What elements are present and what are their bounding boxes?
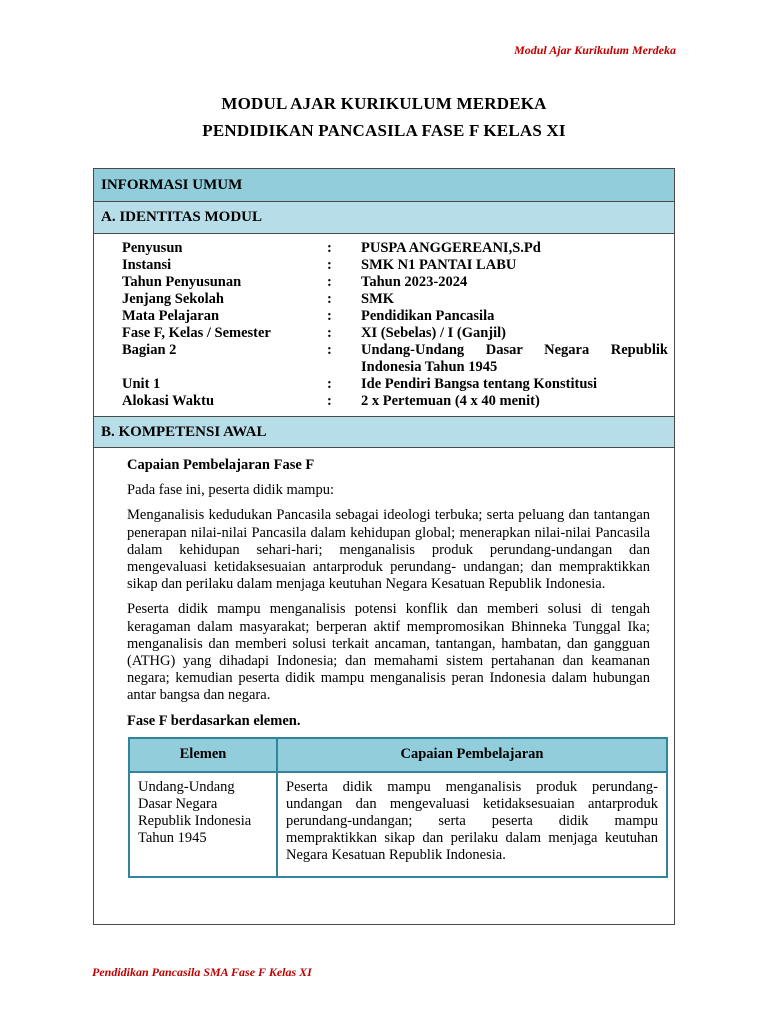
section-header-informasi-umum: INFORMASI UMUM [94, 169, 674, 202]
document-title: MODUL AJAR KURIKULUM MERDEKA [221, 94, 547, 113]
identitas-label: Penyusun [122, 240, 183, 256]
section-header-identitas-modul: A. IDENTITAS MODUL [94, 202, 674, 234]
identitas-label: Instansi [122, 257, 172, 273]
identitas-value: PUSPA ANGGEREANI,S.Pd [361, 240, 541, 256]
table-cell-capaian: Peserta didik mampu menganalisis produk perundang-undangan dan mengevaluasi ketidaksesuaian antarproduk perundang-undangan; serta peserta didik mampu mempraktikkan sikap dan perilaku dalam menjaga keutuhan Negara Kesatuan Republik Indonesia. [277, 772, 667, 877]
identitas-label: Fase F, Kelas / Semester [122, 325, 271, 341]
identitas-value: Pendidikan Pancasila [361, 308, 495, 324]
identitas-value [361, 342, 668, 376]
identitas-row-bagian [122, 342, 668, 376]
identitas-value-line: Indonesia Tahun 1945 [361, 359, 498, 375]
identitas-row-instansi [122, 257, 668, 274]
cp-lead: Pada fase ini, peserta didik mampu: [127, 482, 334, 499]
identitas-separator: : [327, 325, 332, 341]
identitas-value: XI (Sebelas) / I (Ganjil) [361, 325, 506, 341]
identitas-value: SMK [361, 291, 395, 307]
kompetensi-content [127, 457, 658, 878]
identitas-separator: : [327, 342, 332, 358]
identitas-value: SMK N1 PANTAI LABU [361, 257, 517, 273]
cp-title: Capaian Pembelajaran Fase F [127, 457, 315, 473]
identitas-separator: : [327, 257, 332, 273]
identitas-value: 2 x Pertemuan (4 x 40 menit) [361, 393, 540, 409]
identitas-label: Unit 1 [122, 376, 161, 392]
identitas-label: Bagian 2 [122, 342, 177, 358]
identitas-value-line: Undang-Undang Dasar Negara Republik [361, 342, 668, 358]
identitas-separator: : [327, 308, 332, 324]
module-info-box [93, 168, 675, 925]
identitas-row-unit [122, 376, 668, 393]
capaian-table [128, 737, 668, 878]
identitas-label: Jenjang Sekolah [122, 291, 224, 307]
identitas-label: Tahun Penyusunan [122, 274, 242, 290]
identitas-separator: : [327, 376, 332, 392]
identitas-row-fase [122, 325, 668, 342]
running-footer: Pendidikan Pancasila SMA Fase F Kelas XI [92, 965, 312, 979]
table-header-row [129, 738, 667, 772]
identitas-label: Alokasi Waktu [122, 393, 215, 409]
document-subtitle: PENDIDIKAN PANCASILA FASE F KELAS XI [202, 121, 566, 140]
identitas-value: Ide Pendiri Bangsa tentang Konstitusi [361, 376, 598, 392]
identitas-separator: : [327, 274, 332, 290]
cp-paragraph: Peserta didik mampu menganalisis potensi konflik dan memberi solusi di tengah keragaman dalam masyarakat; berperan aktif mempromosikan Bhinneka Tunggal Ika; menganalisis dan memberi solusi terkait ancaman, tantangan, hambatan, dan gangguan (ATHG) yang dihadapi Indonesia; dan memahami sistem pertahanan dan keamanan negara; kemudian peserta didik mampu menganalisis peran Indonesia dalam hubungan antar bangsa dan negara. [127, 601, 650, 704]
table-header-capaian: Capaian Pembelajaran [277, 738, 667, 772]
identitas-list [122, 240, 668, 410]
identitas-row-alokasi [122, 393, 668, 410]
identitas-row-penyusun [122, 240, 668, 257]
cp-paragraph: Menganalisis kedudukan Pancasila sebagai ideologi terbuka; serta peluang dan tantangan penerapan nilai-nilai Pancasila dalam kehidupan global; menerapkan nilai-nilai Pancasila dalam kehidupan sehari-hari; menganalisis produk perundang-undangan dan mengevaluasi ketidaksesuaian antarproduk perundang- undangan; dan mempraktikkan sikap dan perilaku dalam menjaga keutuhan Negara Kesatuan Republik Indonesia. [127, 507, 650, 593]
identitas-row-tahun [122, 274, 668, 291]
table-row [129, 772, 667, 877]
identitas-separator: : [327, 240, 332, 256]
identitas-row-jenjang [122, 291, 668, 308]
running-header: Modul Ajar Kurikulum Merdeka [514, 43, 676, 57]
identitas-row-mapel [122, 308, 668, 325]
identitas-separator: : [327, 291, 332, 307]
identitas-label: Mata Pelajaran [122, 308, 220, 324]
table-cell-elemen: Undang-Undang Dasar Negara Republik Indonesia Tahun 1945 [129, 772, 277, 877]
section-header-kompetensi-awal: B. KOMPETENSI AWAL [94, 416, 674, 448]
identitas-separator: : [327, 393, 332, 409]
fase-title: Fase F berdasarkan elemen. [127, 712, 301, 729]
table-header-elemen: Elemen [129, 738, 277, 772]
identitas-value: Tahun 2023-2024 [361, 274, 468, 290]
